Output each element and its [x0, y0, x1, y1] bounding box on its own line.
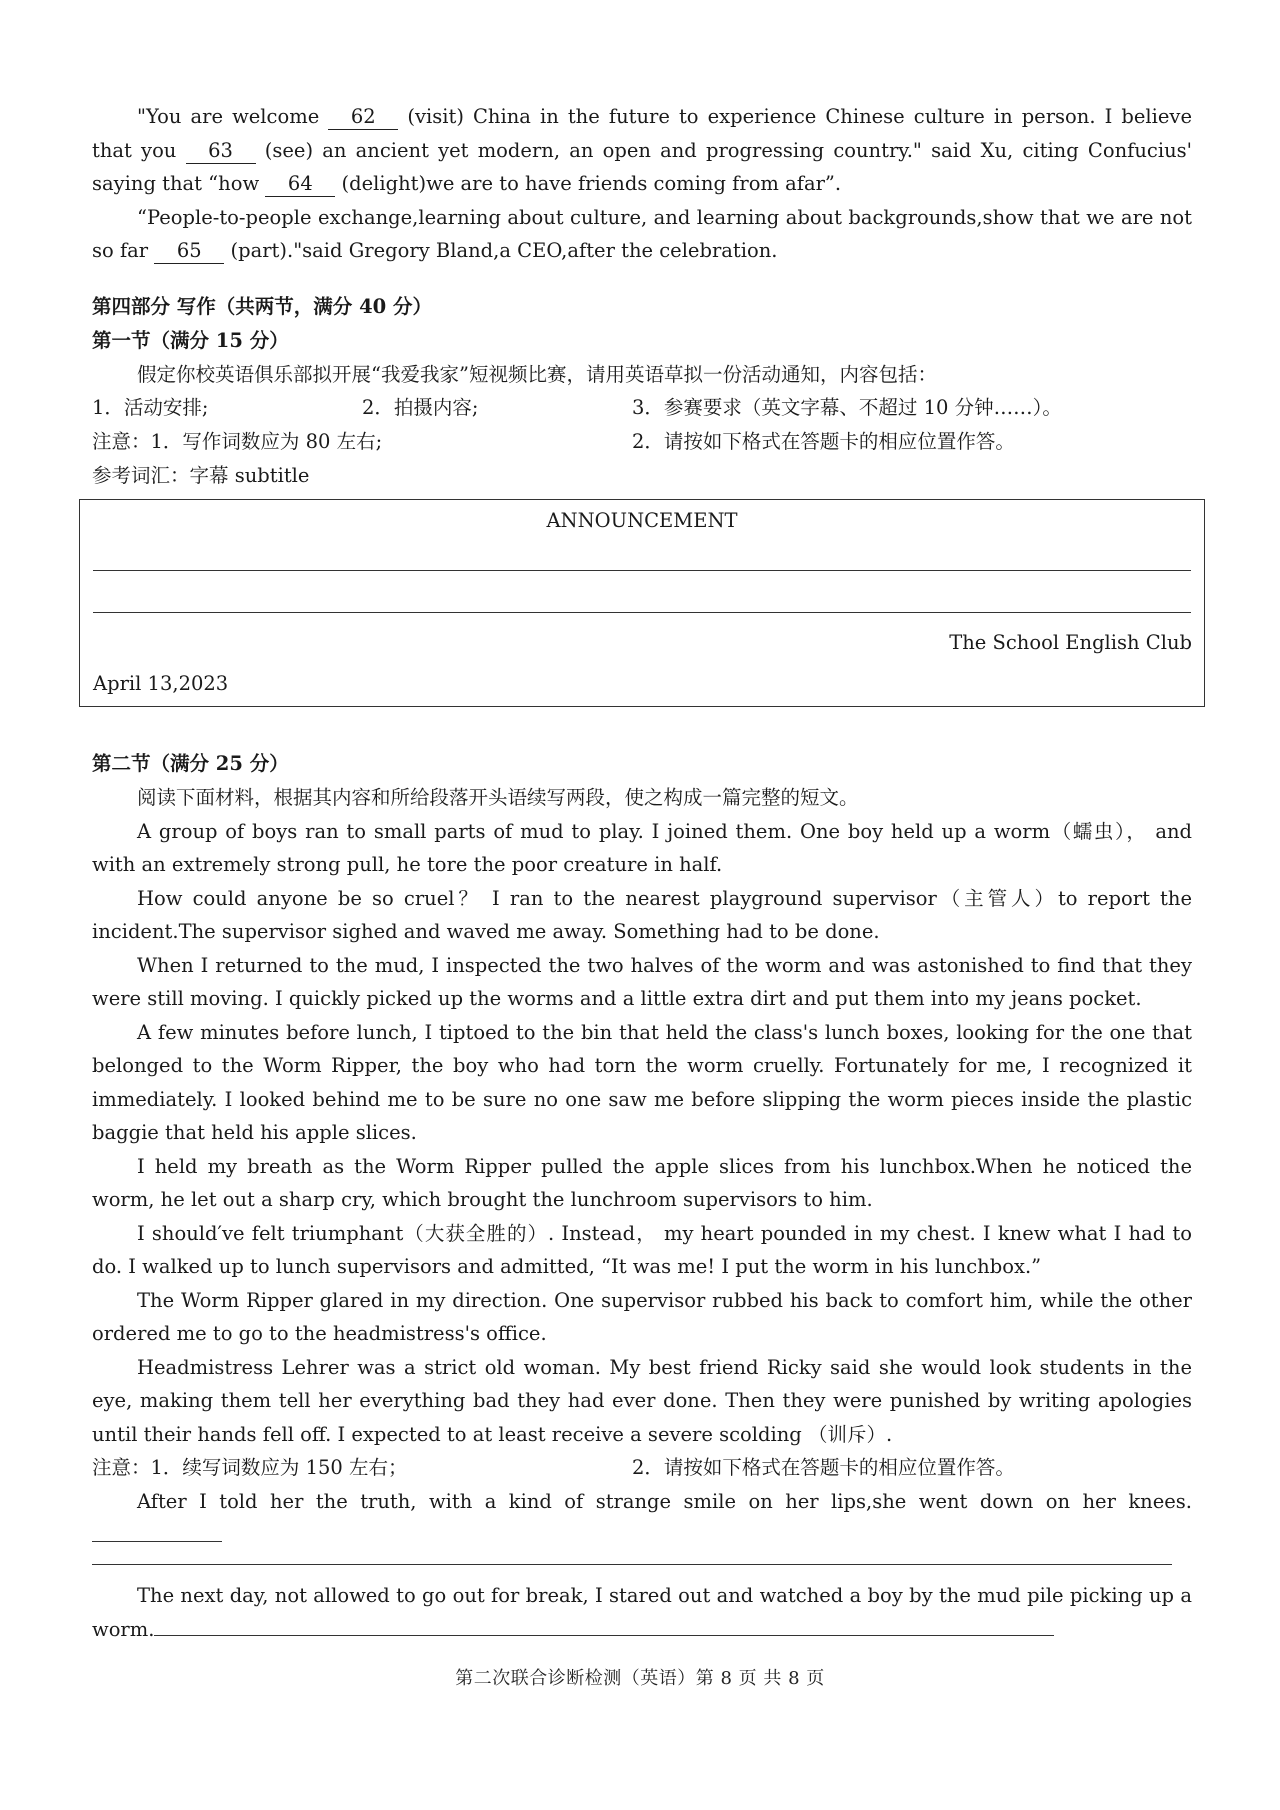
writing-line — [154, 1634, 1054, 1636]
writing-line — [93, 612, 1191, 613]
story-paragraph: When I returned to the mud, I inspected the two halves of the worm and was astonished to find that they were still moving. I quickly picked up the worms and a little extra dirt and put them into my jeans pocket. — [92, 953, 1192, 1010]
section2-heading: 第二节（满分 25 分） — [92, 752, 289, 775]
section2-notes — [92, 1451, 1192, 1485]
section2-prompt: 阅读下面材料，根据其内容和所给段落开头语续写两段，使之构成一篇完整的短文。 — [137, 786, 859, 809]
announcement-title: ANNOUNCEMENT — [546, 509, 738, 532]
continuation-start-2: The next day, not allowed to go out for break, I stared out and watched a boy by the mud pile picking up a worm. — [92, 1584, 1192, 1641]
section1-notes — [92, 425, 1192, 459]
page-footer: 第二次联合诊断检测（英语）第 8 页 共 8 页 — [455, 1668, 825, 1689]
item-3: 3．参赛要求（英文字幕、不超过 10 分钟……）。 — [632, 396, 1062, 419]
announcement-box — [79, 499, 1205, 707]
passage-paragraph: "You are welcome 62 (visit) China in the future to experience Chinese culture in person. I believe that you 63 (see) an ancient yet modern, an open and progressing country." said Xu, citing Confucius' saying that “how 64 (delight)we are to have friends coming from afar”. — [92, 105, 1192, 195]
writing-line — [92, 1540, 222, 1542]
passage-paragraph: “People-to-people exchange,learning about culture, and learning about backgrounds,show that we are not so far 65 (part)."said Gregory Bland,a CEO,after the celebration. — [92, 205, 1192, 262]
story-paragraph: A group of boys ran to small parts of mud to play. I joined them. One boy held up a worm（蠕虫）， and with an extremely strong pull, he tore the poor creature in half. — [92, 819, 1192, 876]
note-2: 2．请按如下格式在答题卡的相应位置作答。 — [632, 1456, 1015, 1479]
item-2: 2．拍摄内容; — [362, 396, 479, 419]
blank-64: 64 — [265, 172, 335, 197]
exam-page — [92, 100, 1192, 1646]
story-paragraph: Headmistress Lehrer was a strict old woman. My best friend Ricky said she would look students in the eye, making them tell her everything bad they had ever done. Then they were punished by writing apologies until their hands fell off. I expected to at least receive a severe scolding （训斥）. — [92, 1355, 1192, 1446]
blank-62: 62 — [328, 105, 398, 130]
section1-heading: 第一节（满分 15 分） — [92, 328, 289, 352]
note-1: 注意：1．续写词数应为 150 左右； — [92, 1456, 408, 1479]
story-paragraph: A few minutes before lunch, I tiptoed to the bin that held the class's lunch boxes, looking for the one that belonged to the Worm Ripper, the boy who had torn the worm cruelly. Fortunately for me, I recognized it immediately. I looked behind me to be sure no one saw me before slipping the worm pieces inside the plastic baggie that held his apple slices. — [92, 1020, 1192, 1144]
story-paragraph: I should′ve felt triumphant（大获全胜的）. Instead， my heart pounded in my chest. I knew what I had to do. I walked up to lunch supervisors and admitted, “It was me! I put the worm in his lunchbox.” — [92, 1221, 1192, 1278]
continuation-start-1: After I told her the truth, with a kind of strange smile on her lips,she went down on her knees. — [92, 1485, 1192, 1552]
story-paragraph: How could anyone be so cruel？ I ran to the nearest playground supervisor（主管人）to report the incident.The supervisor sighed and waved me away. Something had to be done. — [92, 886, 1192, 943]
announcement-signature: The School English Club — [949, 631, 1192, 654]
section1-prompt: 假定你校英语俱乐部拟开展“我爱我家”短视频比赛，请用英语草拟一份活动通知，内容包括： — [137, 362, 937, 386]
note-1: 注意：1．写作词数应为 80 左右; — [92, 430, 383, 453]
announcement-date: April 13,2023 — [93, 672, 229, 695]
blank-63: 63 — [186, 139, 256, 164]
section1-items — [92, 391, 1192, 425]
item-1: 1．活动安排; — [92, 396, 209, 419]
note-2: 2．请按如下格式在答题卡的相应位置作答。 — [632, 430, 1015, 453]
writing-line — [93, 570, 1191, 571]
vocab-hint: 参考词汇：字幕 subtitle — [92, 464, 310, 487]
story-paragraph: The Worm Ripper glared in my direction. One supervisor rubbed his back to comfort him, while the other ordered me to go to the headmistress's office. — [92, 1288, 1192, 1345]
blank-65: 65 — [154, 239, 224, 264]
story-paragraph: I held my breath as the Worm Ripper pulled the apple slices from his lunchbox.When he noticed the worm, he let out a sharp cry, which brought the lunchroom supervisors to him. — [92, 1154, 1192, 1211]
part4-heading: 第四部分 写作（共两节，满分 40 分） — [92, 294, 433, 318]
